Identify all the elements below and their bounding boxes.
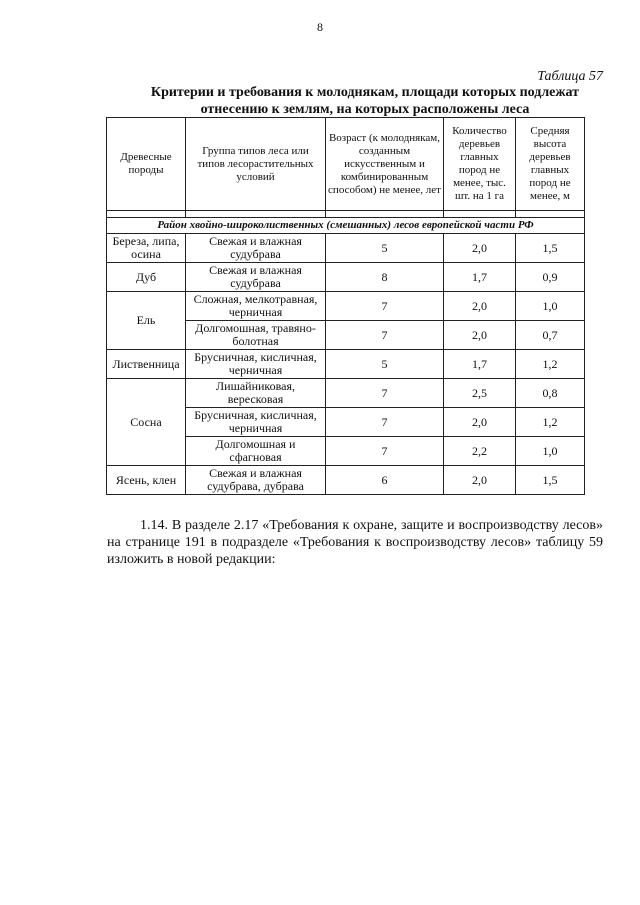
count-cell: 2,5 — [444, 379, 516, 408]
age-cell: 5 — [326, 234, 444, 263]
forest-type-cell: Долгомошная и сфагновая — [186, 437, 326, 466]
height-cell: 0,7 — [516, 321, 585, 350]
column-header: Средняя высота деревьев главных пород не менее, м — [516, 118, 585, 211]
age-cell: 7 — [326, 292, 444, 321]
species-cell: Сосна — [107, 379, 186, 466]
height-cell: 1,5 — [516, 234, 585, 263]
page-number: 8 — [317, 20, 323, 34]
column-header: Группа типов леса или типов лесорастительных условий — [186, 118, 326, 211]
body-paragraph: 1.14. В разделе 2.17 «Требования к охране, защите и воспроизводству лесов» на странице 191 в подразделе «Требования к воспроизводству лесов» таблицу 59 изложить в новой редакции: — [107, 518, 603, 567]
table-row — [107, 263, 585, 292]
count-cell: 2,0 — [444, 408, 516, 437]
column-header: Количество деревьев главных пород не менее, тыс. шт. на 1 га — [444, 118, 516, 211]
count-cell: 1,7 — [444, 350, 516, 379]
species-cell: Ясень, клен — [107, 466, 186, 495]
forest-type-cell: Брусничная, кисличная, черничная — [186, 408, 326, 437]
age-cell: 7 — [326, 321, 444, 350]
species-cell: Ель — [107, 292, 186, 350]
forest-type-cell: Лишайниковая, вересковая — [186, 379, 326, 408]
age-cell: 7 — [326, 437, 444, 466]
forest-type-cell: Брусничная, кисличная, черничная — [186, 350, 326, 379]
count-cell: 2,0 — [444, 234, 516, 263]
height-cell: 1,5 — [516, 466, 585, 495]
age-cell: 5 — [326, 350, 444, 379]
species-cell: Дуб — [107, 263, 186, 292]
criteria-table — [106, 117, 585, 495]
table-row — [107, 350, 585, 379]
height-cell: 0,8 — [516, 379, 585, 408]
spacer-row — [107, 211, 585, 218]
count-cell: 2,0 — [444, 321, 516, 350]
region-heading: Район хвойно-широколиственных (смешанных) лесов европейской части РФ — [107, 218, 585, 234]
age-cell: 6 — [326, 466, 444, 495]
age-cell: 8 — [326, 263, 444, 292]
column-header: Возраст (к молоднякам, созданным искусственным и комбинированным способом) не менее, лет — [326, 118, 444, 211]
count-cell: 1,7 — [444, 263, 516, 292]
forest-type-cell: Долгомошная, травяно-болотная — [186, 321, 326, 350]
count-cell: 2,0 — [444, 466, 516, 495]
table-title: Критерии и требования к молоднякам, площади которых подлежат отнесению к землям, на которых расположены леса — [150, 85, 580, 117]
table-row — [107, 234, 585, 263]
table-label: Таблица 57 — [537, 69, 603, 84]
table-row — [107, 379, 585, 408]
forest-type-cell: Сложная, мелкотравная, черничная — [186, 292, 326, 321]
forest-type-cell: Свежая и влажная судубрава — [186, 263, 326, 292]
count-cell: 2,0 — [444, 292, 516, 321]
count-cell: 2,2 — [444, 437, 516, 466]
forest-type-cell: Свежая и влажная судубрава — [186, 234, 326, 263]
species-cell: Лиственница — [107, 350, 186, 379]
forest-type-cell: Свежая и влажная судубрава, дубрава — [186, 466, 326, 495]
region-row — [107, 218, 585, 234]
height-cell: 1,0 — [516, 292, 585, 321]
table-header-row — [107, 118, 585, 211]
height-cell: 0,9 — [516, 263, 585, 292]
column-header: Древесные породы — [107, 118, 186, 211]
height-cell: 1,2 — [516, 350, 585, 379]
table-row — [107, 292, 585, 321]
height-cell: 1,0 — [516, 437, 585, 466]
age-cell: 7 — [326, 379, 444, 408]
height-cell: 1,2 — [516, 408, 585, 437]
species-cell: Береза, липа, осина — [107, 234, 186, 263]
table-row — [107, 466, 585, 495]
age-cell: 7 — [326, 408, 444, 437]
table-body — [107, 211, 585, 495]
